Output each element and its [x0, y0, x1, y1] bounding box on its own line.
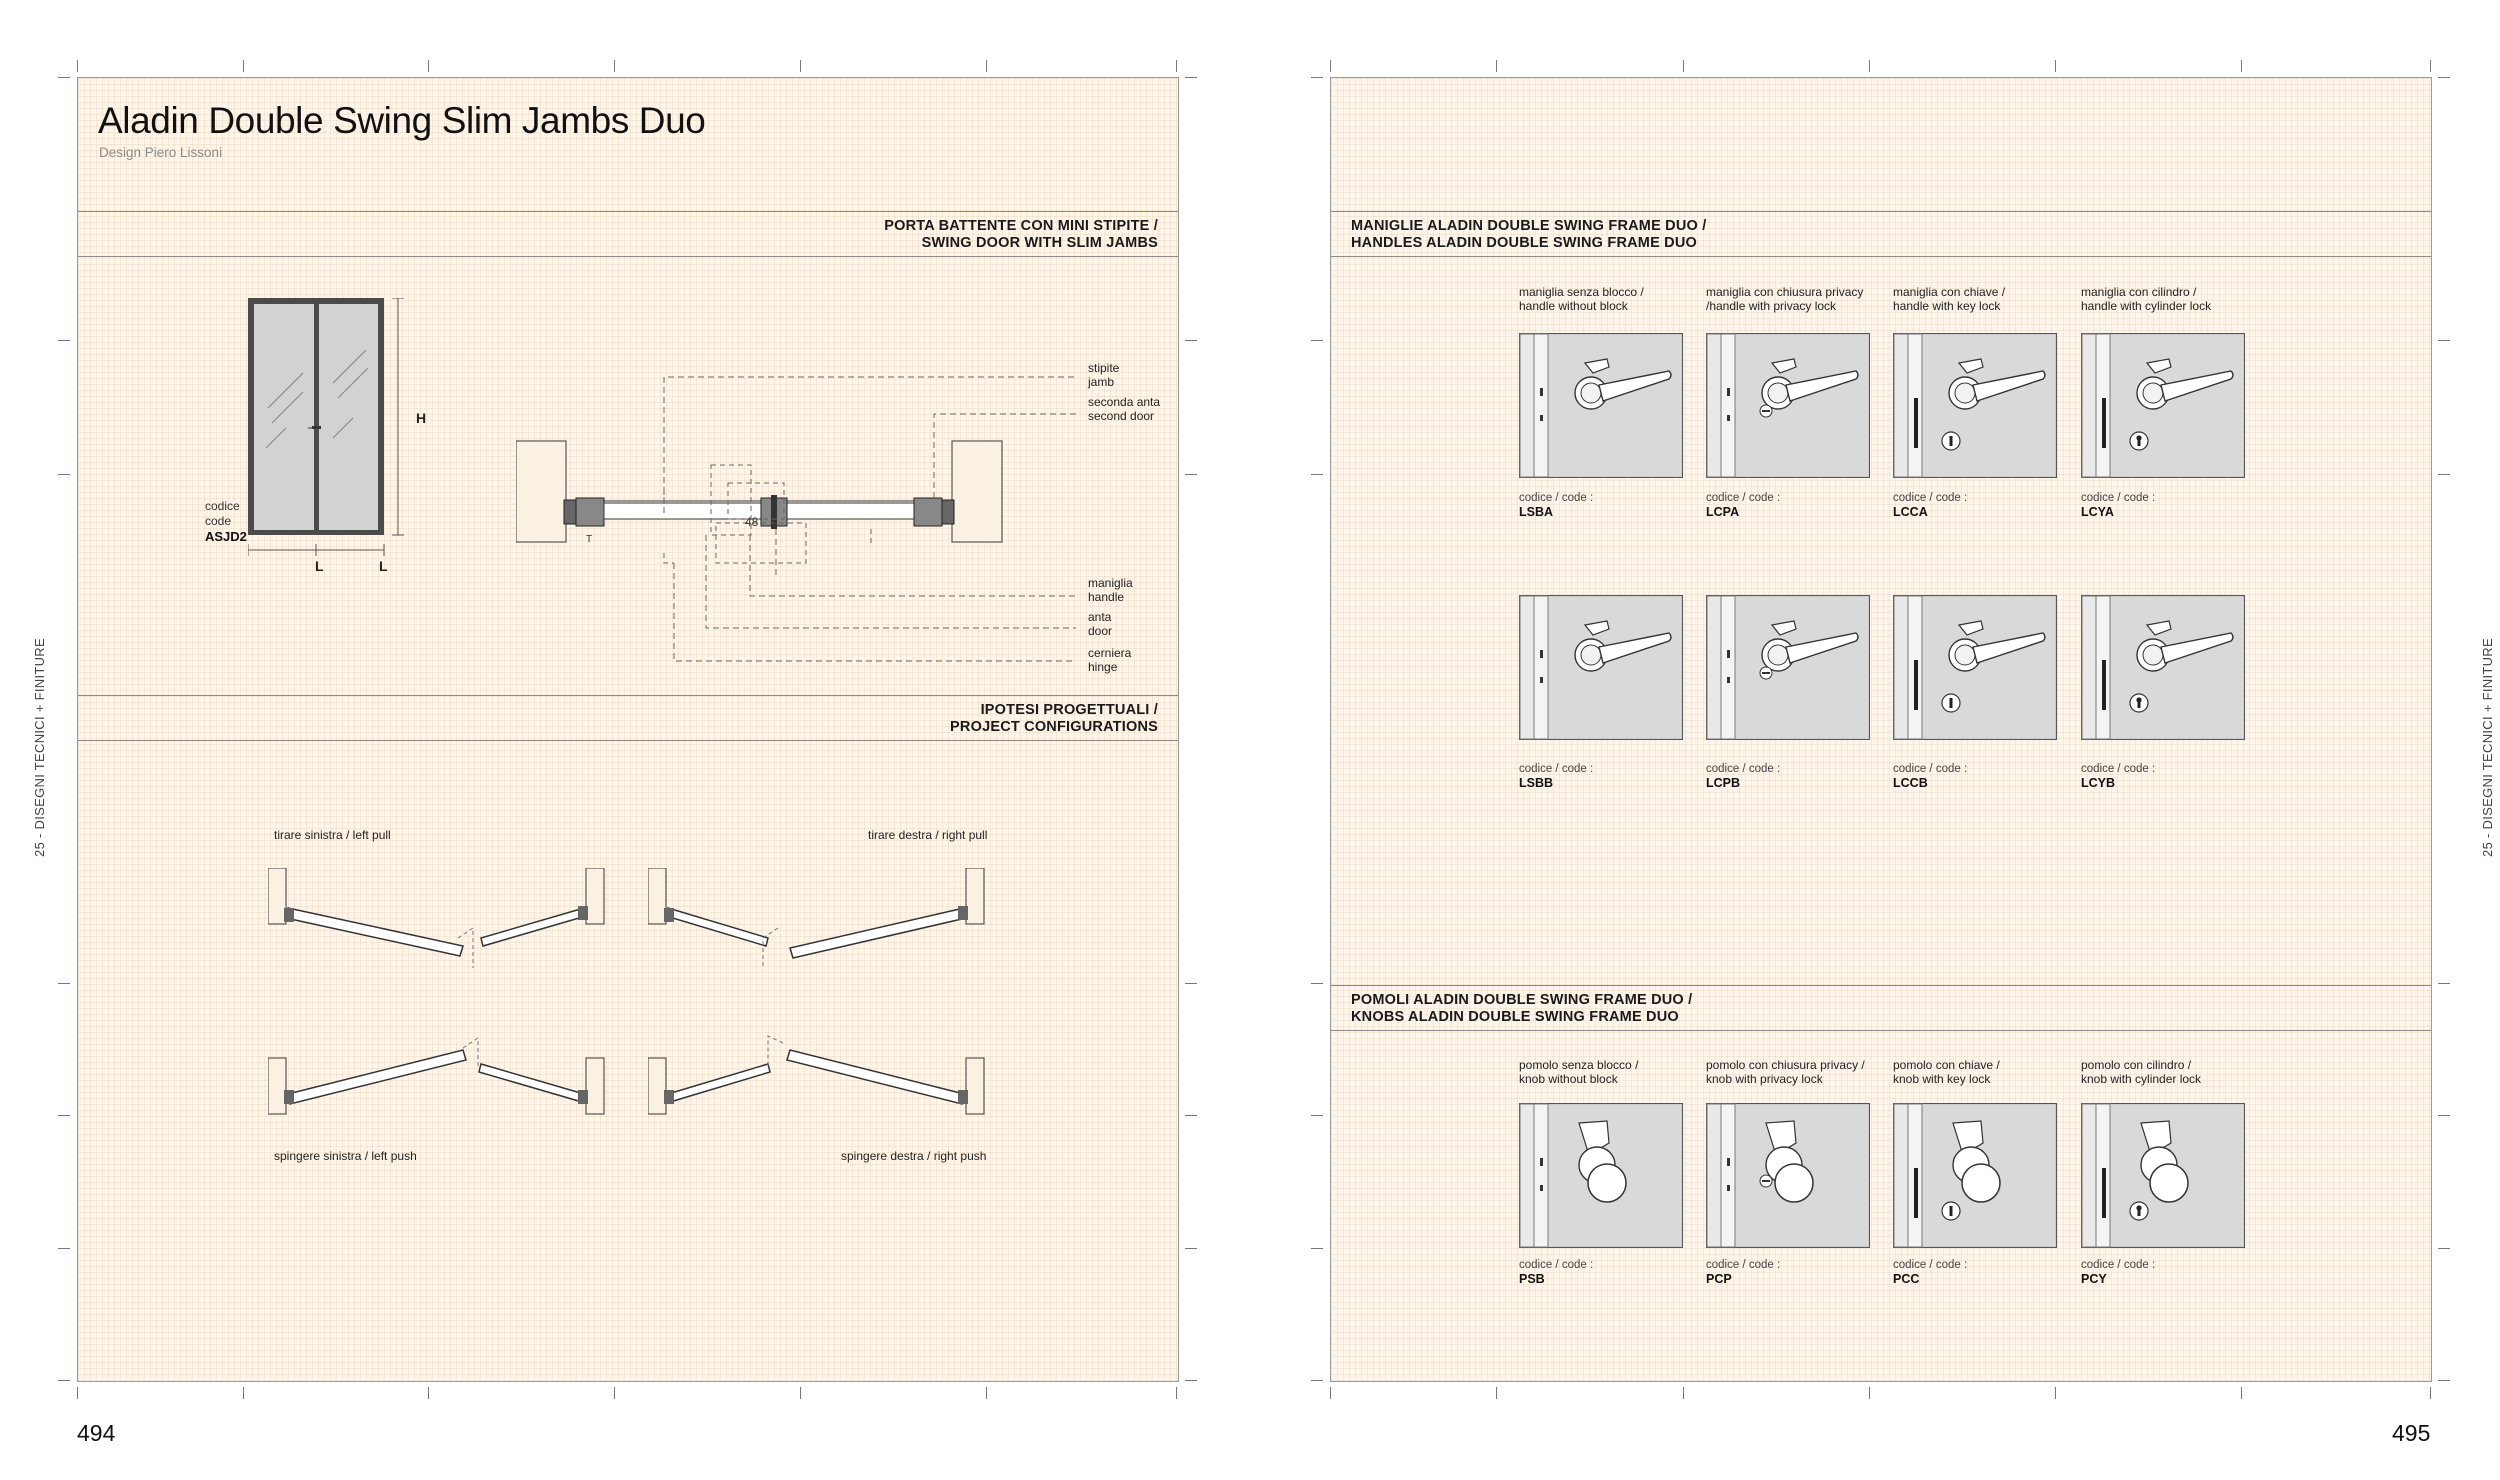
handle-code-row1: codice / code : LCPA [1706, 492, 1781, 519]
crop-mark [1311, 474, 1323, 475]
handle-cylinder-drawing [2081, 333, 2245, 478]
section-title-en: KNOBS ALADIN DOUBLE SWING FRAME DUO [1351, 1009, 1679, 1025]
crop-mark [58, 983, 70, 984]
handle-plain-drawing [1519, 333, 1683, 478]
crop-mark [800, 1387, 801, 1399]
section-title-it: IPOTESI PROGETTUALI / [980, 702, 1158, 718]
config-right-diagrams [648, 868, 988, 1128]
section-header-handles [1331, 211, 2431, 257]
label-hinge: cerniera hinge [1088, 646, 1132, 674]
dimension-48: 48 [745, 515, 759, 529]
knob-type-label: pomolo con cilindro / knob with cylinder lock [2081, 1058, 2202, 1086]
crop-mark [243, 1387, 244, 1399]
crop-mark [2438, 77, 2450, 78]
door-elevation-drawing [248, 298, 518, 668]
crop-mark [1330, 1387, 1331, 1399]
section-title-en: PROJECT CONFIGURATIONS [950, 719, 1158, 735]
crop-mark [1496, 1387, 1497, 1399]
crop-mark [1311, 1248, 1323, 1249]
crop-mark [243, 60, 244, 72]
crop-mark [1185, 1248, 1197, 1249]
left-page [77, 77, 1179, 1382]
door-plan-section-drawing [516, 293, 1076, 693]
handle-type-label: maniglia con chiave / handle with key lock [1893, 285, 2006, 313]
crop-mark [1311, 77, 1323, 78]
product-code-block [205, 499, 247, 544]
crop-mark [2241, 1387, 2242, 1399]
crop-mark [428, 60, 429, 72]
crop-mark [2055, 60, 2056, 72]
section-side-label-right: 25 - DISEGNI TECNICI + FINITURE [2479, 638, 2495, 857]
crop-mark [58, 1380, 70, 1381]
section-header-knobs [1331, 985, 2431, 1031]
knob-code: codice / code : PSB [1519, 1259, 1594, 1286]
section-title-en: HANDLES ALADIN DOUBLE SWING FRAME DUO [1351, 235, 1697, 251]
handle-plain-drawing [1519, 595, 1683, 740]
crop-mark [1683, 1387, 1684, 1399]
crop-mark [77, 60, 78, 72]
handle-code-row1: codice / code : LCCA [1893, 492, 1968, 519]
crop-mark [58, 474, 70, 475]
handle-type-label: maniglia con cilindro / handle with cylinder lock [2081, 285, 2212, 313]
label-jamb: stipite jamb [1088, 361, 1120, 389]
label-handle: maniglia handle [1088, 576, 1133, 604]
page-number-left: 494 [77, 1420, 116, 1446]
crop-mark [1311, 1115, 1323, 1116]
designer-credit: Design Piero Lissoni [99, 145, 223, 160]
crop-mark [428, 1387, 429, 1399]
dimension-width-2: L [379, 558, 388, 574]
right-page [1330, 77, 2432, 1382]
section-header-swing-door [78, 211, 1178, 257]
crop-mark [1176, 60, 1177, 72]
crop-mark [1185, 77, 1197, 78]
handle-privacy-drawing [1706, 595, 1870, 740]
product-code: ASJD2 [205, 529, 247, 544]
knob-privacy-drawing [1706, 1103, 1870, 1248]
crop-mark [1496, 60, 1497, 72]
knob-type-label: pomolo senza blocco / knob without block [1519, 1058, 1639, 1086]
crop-mark [1330, 60, 1331, 72]
svg-text:T: T [586, 534, 593, 545]
crop-mark [2241, 60, 2242, 72]
knob-type-label: pomolo con chiusura privacy / knob with privacy lock [1706, 1058, 1865, 1086]
crop-mark [1869, 60, 1870, 72]
handle-code-row2: codice / code : LSBB [1519, 763, 1594, 790]
handle-type-label: maniglia senza blocco / handle without block [1519, 285, 1644, 313]
crop-mark [614, 1387, 615, 1399]
page-title: Aladin Double Swing Slim Jambs Duo [98, 100, 706, 141]
label-left-pull: tirare sinistra / left pull [274, 828, 391, 842]
crop-mark [2438, 1380, 2450, 1381]
code-label-it: codice [205, 499, 240, 513]
crop-mark [58, 340, 70, 341]
section-side-label-left: 25 - DISEGNI TECNICI + FINITURE [31, 638, 47, 857]
crop-mark [58, 77, 70, 78]
crop-mark [1176, 1387, 1177, 1399]
knob-cylinder-drawing [2081, 1103, 2245, 1248]
crop-mark [986, 1387, 987, 1399]
crop-mark [58, 1115, 70, 1116]
config-left-diagrams [268, 868, 608, 1128]
crop-mark [2438, 983, 2450, 984]
crop-mark [2430, 60, 2431, 72]
crop-mark [1185, 983, 1197, 984]
handle-key-drawing [1893, 333, 2057, 478]
code-label-en: code [205, 514, 232, 528]
crop-mark [614, 60, 615, 72]
handle-privacy-drawing [1706, 333, 1870, 478]
handle-code-row1: codice / code : LSBA [1519, 492, 1594, 519]
section-title-it: POMOLI ALADIN DOUBLE SWING FRAME DUO / [1351, 992, 1693, 1008]
crop-mark [77, 1387, 78, 1399]
handle-code-row2: codice / code : LCCB [1893, 763, 1968, 790]
label-left-push: spingere sinistra / left push [274, 1149, 417, 1163]
knob-code: codice / code : PCY [2081, 1259, 2156, 1286]
label-door: anta door [1088, 610, 1113, 638]
crop-mark [2438, 474, 2450, 475]
handle-code-row2: codice / code : LCYB [2081, 763, 2156, 790]
crop-mark [1185, 340, 1197, 341]
crop-mark [986, 60, 987, 72]
crop-mark [1185, 1380, 1197, 1381]
knob-code: codice / code : PCP [1706, 1259, 1781, 1286]
crop-mark [2055, 1387, 2056, 1399]
dimension-height: H [416, 410, 427, 426]
crop-mark [58, 1248, 70, 1249]
label-right-pull: tirare destra / right pull [868, 828, 988, 842]
section-title-it: PORTA BATTENTE CON MINI STIPITE / [884, 218, 1158, 234]
crop-mark [1311, 983, 1323, 984]
handle-code-row1: codice / code : LCYA [2081, 492, 2156, 519]
label-right-push: spingere destra / right push [841, 1149, 987, 1163]
crop-mark [2438, 340, 2450, 341]
section-title-en: SWING DOOR WITH SLIM JAMBS [921, 235, 1158, 251]
crop-mark [2438, 1248, 2450, 1249]
crop-mark [2438, 1115, 2450, 1116]
label-second-door: seconda anta second door [1088, 395, 1161, 423]
handle-type-label: maniglia con chiusura privacy /handle with privacy lock [1706, 285, 1864, 313]
knob-type-label: pomolo con chiave / knob with key lock [1893, 1058, 2000, 1086]
crop-mark [1869, 1387, 1870, 1399]
crop-mark [1185, 1115, 1197, 1116]
handle-key-drawing [1893, 595, 2057, 740]
knob-key-drawing [1893, 1103, 2057, 1248]
crop-mark [1683, 60, 1684, 72]
page-number-right: 495 [2392, 1420, 2431, 1446]
crop-mark [1311, 340, 1323, 341]
section-header-configurations [78, 695, 1178, 741]
crop-mark [1185, 474, 1197, 475]
crop-mark [2430, 1387, 2431, 1399]
handle-cylinder-drawing [2081, 595, 2245, 740]
knob-code: codice / code : PCC [1893, 1259, 1968, 1286]
section-title-it: MANIGLIE ALADIN DOUBLE SWING FRAME DUO / [1351, 218, 1707, 234]
knob-plain-drawing [1519, 1103, 1683, 1248]
crop-mark [800, 60, 801, 72]
handle-code-row2: codice / code : LCPB [1706, 763, 1781, 790]
crop-mark [1311, 1380, 1323, 1381]
dimension-width-1: L [315, 558, 324, 574]
